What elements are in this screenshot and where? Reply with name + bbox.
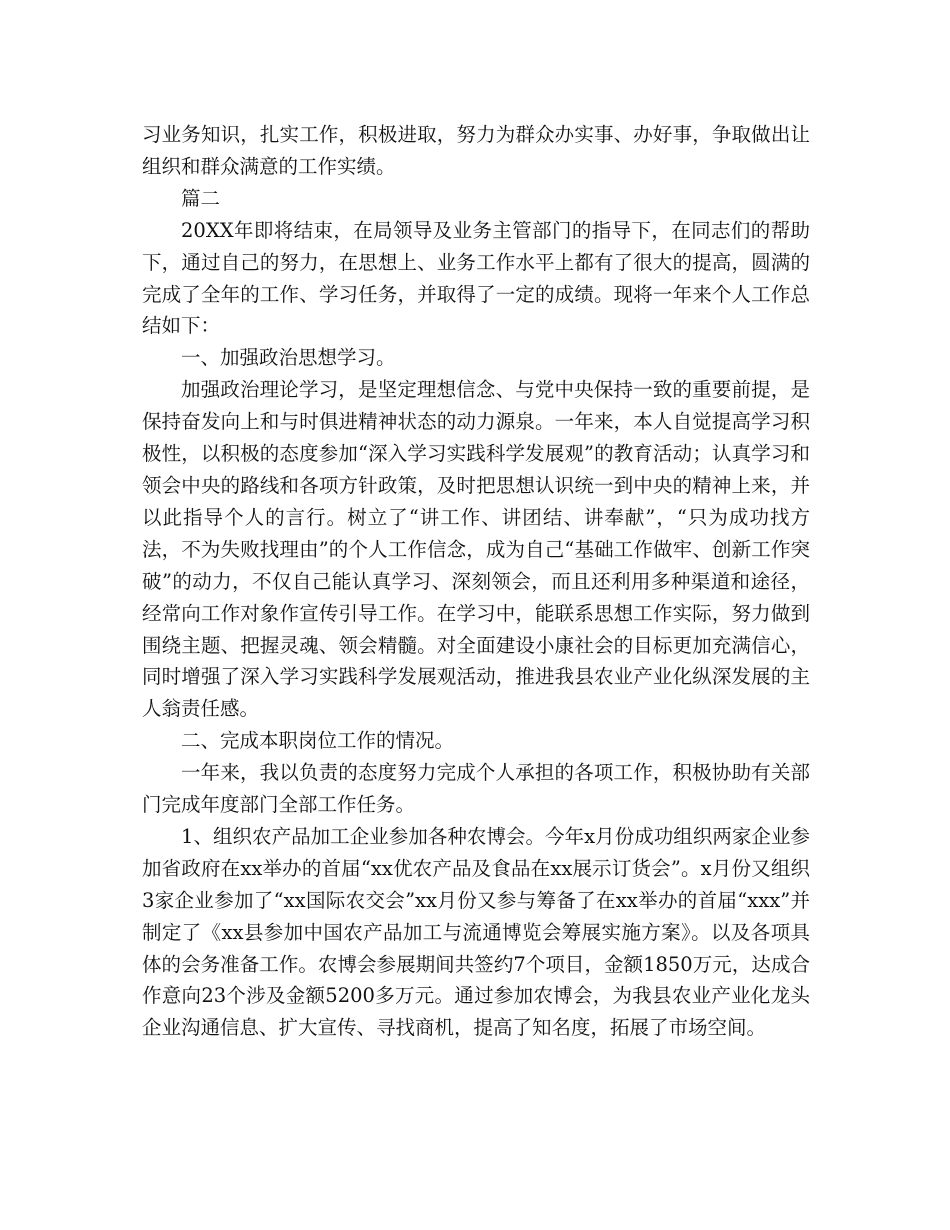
paragraph-continuation: 习业务知识，扎实工作，积极进取，努力为群众办实事、办好事，争取做出让组织和群众满意的工作实绩。 — [142, 123, 810, 178]
section-heading-job-duties: 二、完成本职岗位工作的情况。 — [181, 729, 455, 753]
paragraph-political-study: 加强政治理论学习，是坚定理想信念、与党中央保持一致的重要前提，是保持奋发向上和与时俱进精神状态的动力源泉。一年来，本人自觉提高学习积极性，以积极的态度参加“深入学习实践科学发展观”的教育活动；认真学习和领会中央的路线和各项方针政策，及时把思想认识统一到中央的精神上来，并以此指导个人的言行。树立了“讲工作、讲团结、讲奉献”，“只为成功找方法，不为失败找理由”的个人工作信念，成为自己“基础工作做牢、创新工作突破”的动力，不仅自己能认真学习、深刻领会，而且还利用多种渠道和途径，经常向工作对象作宣传引导工作。在学习中，能联系思想工作实际，努力做到围绕主题、把握灵魂、领会精髓。对全面建设小康社会的目标更加充满信心，同时增强了深入学习实践科学发展观活动，推进我县农业产业化纵深发展的主人翁责任感。 — [142, 378, 810, 721]
paragraph-agri-expo: 1、组织农产品加工企业参加各种农博会。今年x月份成功组织两家企业参加省政府在xx举办的首届“xx优农产品及食品在xx展示订货会”。x月份又组织3家企业参加了“xx国际农交会”xx月份又参与筹备了在xx举办的首届“xxx”并制定了《xx县参加中国农产品加工与流通博览会筹展实施方案》。以及各项具体的会务准备工作。农博会参展期间共签约7个项目，金额1850万元，达成合作意向23个涉及金额5200多万元。通过参加农博会，为我县农业产业化龙头企业沟通信息、扩大宣传、寻找商机，提高了知名度，拓展了市场空间。 — [142, 824, 810, 1040]
paragraph-job-duties: 一年来，我以负责的态度努力完成个人承担的各项工作，积极协助有关部门完成年度部门全部工作任务。 — [142, 761, 810, 817]
document-body — [142, 119, 810, 1044]
section-heading-part-two: 篇二 — [181, 186, 221, 210]
paragraph-intro: 20XX年即将结束，在局领导及业务主管部门的指导下，在同志们的帮助下，通过自己的努力，在思想上、业务工作水平上都有了很大的提高，圆满的完成了全年的工作、学习任务，并取得了一定的成绩。现将一年来个人工作总结如下： — [142, 218, 810, 338]
section-heading-political-study: 一、加强政治思想学习。 — [181, 346, 396, 370]
